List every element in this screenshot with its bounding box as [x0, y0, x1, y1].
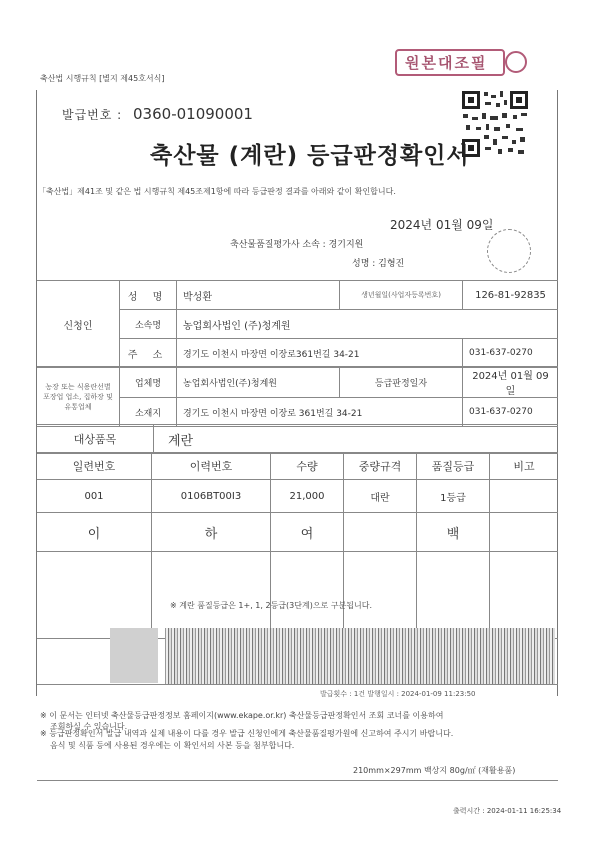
blank-mark-2: 하 [152, 513, 271, 552]
facility-section-label: 농장 또는 식용란선별포장업 업소, 집하장 및 유통업체 [37, 367, 120, 427]
facility-name-label: 업체명 [120, 367, 177, 398]
facility-name: 농업회사법인(주)청계원 [177, 367, 340, 398]
row-weight-spec: 대란 [344, 480, 417, 513]
applicant-name: 박성환 [177, 281, 340, 310]
blank-mark-3: 여 [271, 513, 344, 552]
inspector-seal-icon [487, 229, 531, 273]
seal-icon [505, 51, 527, 73]
facility-phone: 031-637-0270 [463, 398, 559, 427]
footer-note-2: ※ 등급판정확인서 발급 내역과 실제 내용이 다를 경우 발급 신청인에게 축산물품질평가원에 신고하여 주시기 바랍니다. [40, 729, 454, 738]
affiliation-value: 농업회사법인 (주)청계원 [177, 310, 559, 339]
qr-code-icon [460, 89, 530, 159]
col-weight-spec: 중량규격 [344, 453, 417, 480]
footer-note-3: 음식 및 식품 등에 사용된 경우에는 이 확인서의 사본 등을 첨부합니다. [50, 741, 295, 750]
grade-note: ※ 계란 품질등급은 1+, 1, 2등급(3단계)으로 구분됩니다. [170, 601, 372, 610]
name-label: 성 명 [120, 281, 177, 310]
product-table [37, 424, 558, 454]
security-pattern [165, 628, 555, 684]
row-serial: 001 [37, 480, 152, 513]
birth-label: 생년월일(사업자등록번호) [340, 281, 463, 310]
row-remarks [490, 480, 559, 513]
location-value: 경기도 이천시 마장면 이장로 361번길 34-21 [177, 398, 463, 427]
address-value: 경기도 이천시 마장면 이장로361번길 34-21 [177, 339, 463, 368]
document-title: 축산물 (계란) 등급판정확인서 [150, 143, 470, 169]
issue-number-label: 발급번호 : [62, 108, 123, 122]
legal-basis-text: 「축산법」제41조 및 같은 법 시행규칙 제45조제1항에 따라 등급판정 결과를 아래와 같이 확인합니다. [38, 187, 396, 196]
applicant-table [37, 280, 558, 368]
footer-note-1b-text: 조회하실 수 있습니다. [50, 722, 128, 731]
affiliation-label: 소속명 [120, 310, 177, 339]
form-reference: 축산법 시행규칙 [별지 제45호서식] [40, 74, 165, 83]
col-quantity: 수량 [271, 453, 344, 480]
blank-mark-4: 백 [417, 513, 490, 552]
col-remarks: 비고 [490, 453, 559, 480]
issue-number: 0360-01090001 [133, 105, 253, 123]
grading-date-label: 등급판정일자 [340, 367, 463, 398]
address-label: 주 소 [120, 339, 177, 368]
applicant-section-label: 신청인 [37, 281, 120, 368]
location-label: 소재지 [120, 398, 177, 427]
col-trace-number: 이력번호 [152, 453, 271, 480]
product-label: 대상품목 [37, 425, 154, 454]
product-value: 계란 [154, 425, 559, 454]
issue-number-line [62, 105, 253, 123]
row-trace-number: 0106BT00I3 [152, 480, 271, 513]
issue-info: 발급횟수 : 1건 발행일시 : 2024-01-09 11:23:50 [320, 690, 476, 698]
blank-mark-1: 이 [37, 513, 152, 552]
footer-note-1-text: ※ 이 문서는 인터넷 축산물등급판정정보 홈페이지(www.ekape.or.kr) 축산물등급판정확인서 조회 코너를 이용하여 [40, 711, 444, 720]
col-serial: 일련번호 [37, 453, 152, 480]
inspector-name: 성명 : 김형진 [352, 259, 405, 269]
row-quantity: 21,000 [271, 480, 344, 513]
paper-spec: 210mm×297mm 백상지 80g/㎡ (재활용품) [353, 766, 516, 775]
grading-date: 2024년 01월 09일 [463, 367, 559, 398]
table-row [37, 480, 558, 513]
certificate-date: 2024년 01월 09일 [390, 218, 494, 232]
facility-table [37, 366, 558, 427]
inspector-office: 축산물품질평가사 소속 : 경기지원 [230, 240, 364, 250]
blank-mark-row [37, 513, 558, 552]
print-time: 출력시간 : 2024-01-11 16:25:34 [453, 807, 562, 815]
address-phone: 031-637-0270 [463, 339, 559, 368]
row-quality-grade: 1등급 [417, 480, 490, 513]
original-verified-stamp: 원본대조필 [395, 49, 505, 76]
business-number: 126-81-92835 [463, 281, 559, 310]
col-quality-grade: 품질등급 [417, 453, 490, 480]
watermark-box [110, 628, 158, 683]
